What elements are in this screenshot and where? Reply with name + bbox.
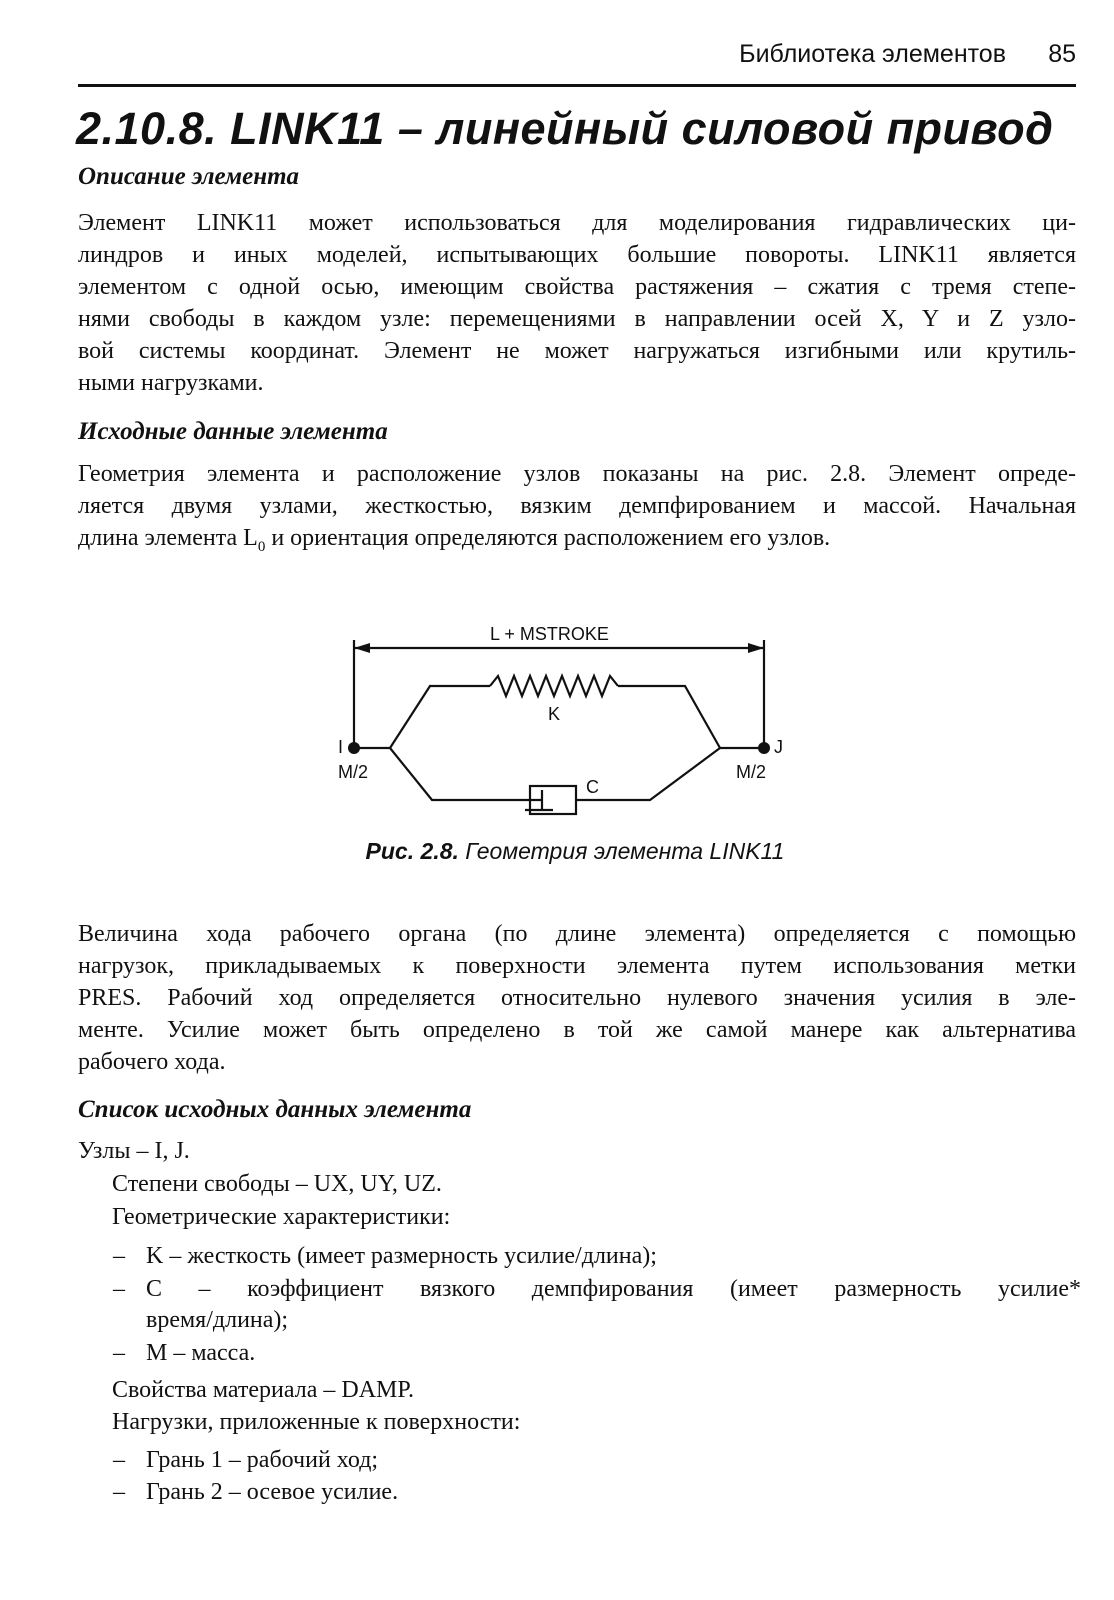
input-list-heading: Список исходных данных элемента xyxy=(78,1096,472,1123)
figure-caption xyxy=(350,838,800,865)
spring-label: K xyxy=(548,704,561,724)
material-line: Свойства материала – DAMP. xyxy=(112,1377,415,1403)
list-item-text: K – жесткость (имеет размерность усилие/длина); xyxy=(146,1243,657,1269)
dimension-label: L + MSTROKE xyxy=(490,624,609,644)
text-line: ляется двумя узлами, жесткостью, вязким демпфированием и массой. Начальная xyxy=(78,493,1076,519)
upper-branch-left xyxy=(390,686,490,748)
chapter-title: 2.10.8. LINK11 – линейный силовой привод xyxy=(76,103,1054,154)
caption-number: Рис. 2.8. xyxy=(365,838,459,864)
list-item-text: M – масса. xyxy=(146,1340,256,1366)
running-header-title: Библиотека элементов xyxy=(739,40,1006,68)
mass-right-label: M/2 xyxy=(736,762,767,782)
list-dash: – xyxy=(113,1276,125,1302)
text-line: Величина хода рабочего органа (по длине элемента) определяется с помощью xyxy=(78,921,1076,947)
list-dash: – xyxy=(113,1243,125,1269)
text-line: менте. Усилие может быть определено в той же самой манере как альтернатива xyxy=(78,1017,1076,1043)
subscript-zero: 0 xyxy=(257,538,266,555)
running-header xyxy=(78,38,1076,87)
nodes-line: Узлы – I, J. xyxy=(78,1138,190,1164)
list-item-text: C – коэффициент вязкого демпфирования (имеет размерность усилие* xyxy=(146,1276,1081,1302)
text-line: Элемент LINK11 может использоваться для моделирования гидравлических ци- xyxy=(78,210,1076,236)
node-i-label: I xyxy=(338,737,344,757)
list-dash: – xyxy=(113,1447,125,1473)
text-fragment: и ориентация определяются расположением его узлов. xyxy=(265,525,831,551)
lower-branch-left xyxy=(390,748,520,800)
text-line: Геометрия элемента и расположение узлов показаны на рис. 2.8. Элемент опреде- xyxy=(78,461,1076,487)
text-line: рабочего хода. xyxy=(78,1049,226,1075)
link11-geometry-figure xyxy=(320,618,800,848)
list-item-text: Грань 1 – рабочий ход; xyxy=(146,1447,379,1473)
link11-diagram xyxy=(320,618,800,848)
list-item-continuation: время/длина); xyxy=(146,1307,289,1333)
input-data-heading: Исходные данные элемента xyxy=(78,418,388,445)
damper-label: C xyxy=(586,777,599,797)
node-j-label: J xyxy=(774,737,783,757)
text-line: нями свободы в каждом узле: перемещениями в направлении осей X, Y и Z узло- xyxy=(78,306,1077,332)
text-line: элементом с одной осью, имеющим свойства растяжения – сжатия с тремя степе- xyxy=(78,274,1076,300)
description-paragraph xyxy=(78,207,1076,399)
stroke-paragraph xyxy=(78,918,1076,1078)
text-line: линдров и иных моделей, испытывающих большие повороты. LINK11 является xyxy=(78,242,1076,268)
text-fragment: длина элемента L xyxy=(78,525,258,551)
dimension-arrow-right xyxy=(748,643,764,653)
list-dash: – xyxy=(113,1340,125,1366)
page-number: 85 xyxy=(1048,40,1076,68)
geometry-heading: Геометрические характеристики: xyxy=(112,1204,451,1230)
loads-heading: Нагрузки, приложенные к поверхности: xyxy=(112,1409,521,1435)
upper-branch-right xyxy=(618,686,720,748)
mass-left-label: M/2 xyxy=(338,762,369,782)
dof-line: Степени свободы – UX, UY, UZ. xyxy=(112,1171,442,1197)
dimension-arrow-left xyxy=(354,643,370,653)
text-line: ными нагрузками. xyxy=(78,370,264,396)
caption-text: Геометрия элемента LINK11 xyxy=(458,838,785,864)
text-line: вой системы координат. Элемент не может нагружаться изгибными или крутиль- xyxy=(78,338,1076,364)
node-i-dot xyxy=(348,742,360,754)
node-j-dot xyxy=(758,742,770,754)
text-line: PRES. Рабочий ход определяется относительно нулевого значения усилия в эле- xyxy=(78,985,1076,1011)
text-line xyxy=(78,522,1076,563)
text-line: нагрузок, прикладываемых к поверхности элемента путем использования метки xyxy=(78,953,1076,979)
spring-zigzag xyxy=(490,676,618,696)
input-data-paragraph xyxy=(78,458,1076,563)
list-item-text: Грань 2 – осевое усилие. xyxy=(146,1479,399,1505)
description-heading: Описание элемента xyxy=(78,163,300,190)
list-dash: – xyxy=(113,1479,125,1505)
